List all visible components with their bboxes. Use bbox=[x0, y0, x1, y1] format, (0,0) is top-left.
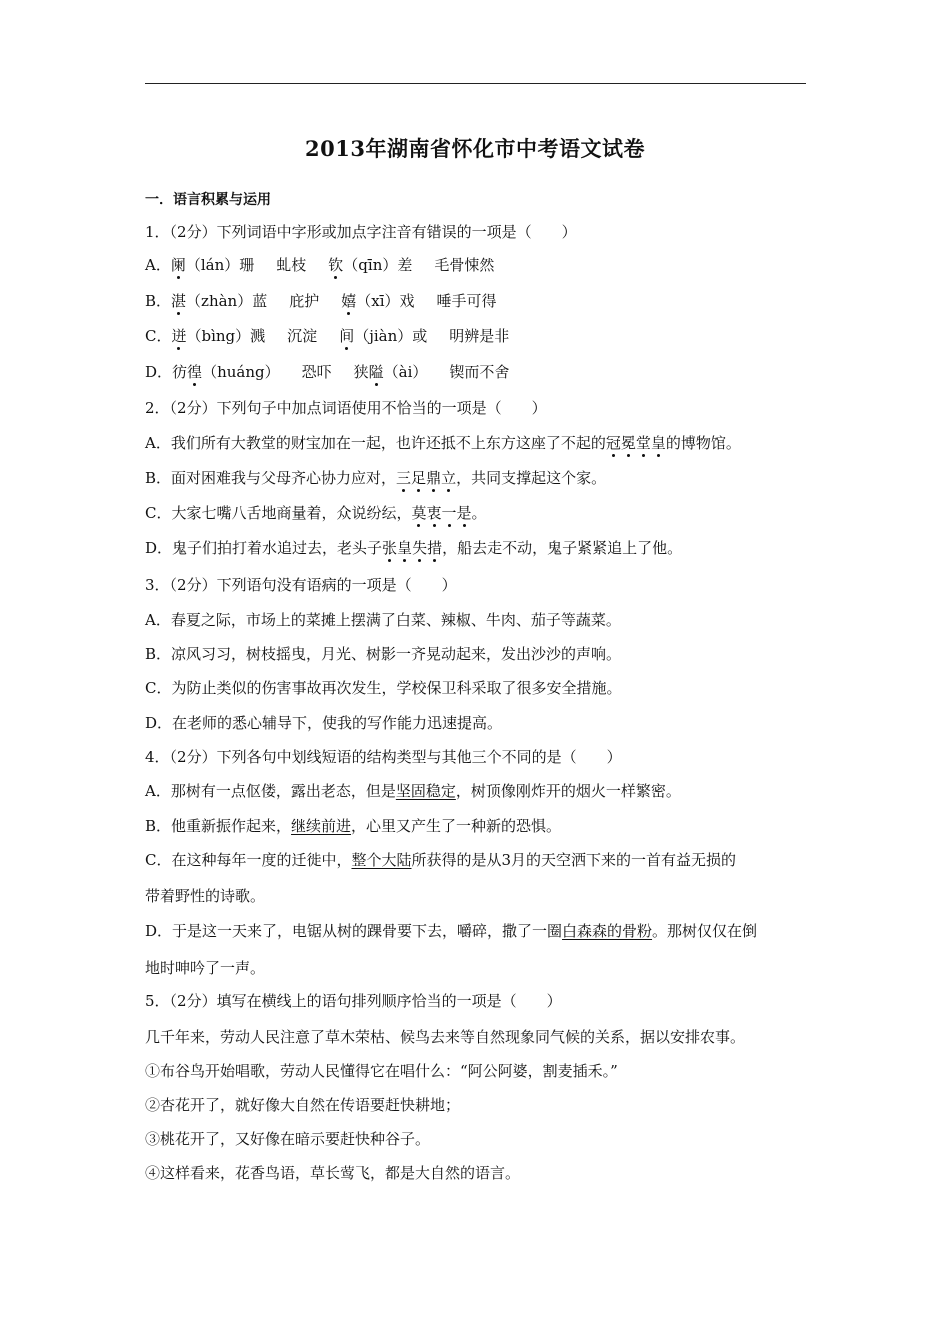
word: 恐吓 bbox=[301, 363, 332, 381]
sentence-text: C．大家七嘴八舌地商量着，众说纷纭， bbox=[145, 504, 412, 522]
dotted-char: 冠 bbox=[605, 434, 621, 452]
q2-option-c[interactable] bbox=[145, 502, 815, 524]
sentence-text: 。那树仅仅在倒 bbox=[652, 922, 758, 940]
dotted-char: 立 bbox=[441, 469, 457, 487]
sentence-text: B．面对困难我与父母齐心协力应对， bbox=[145, 469, 397, 487]
pinyin: （huáng） bbox=[202, 363, 280, 381]
word: 唾手可得 bbox=[436, 292, 497, 310]
word: 庇护 bbox=[289, 292, 320, 310]
pinyin: （xī）戏 bbox=[356, 292, 415, 310]
q1-option-a[interactable] bbox=[145, 254, 815, 276]
sentence-text: 的博物馆。 bbox=[665, 434, 741, 452]
sentence-text: C．在这种每年一度的迁徙中， bbox=[145, 851, 352, 869]
q2-option-d[interactable] bbox=[145, 537, 815, 559]
q5-intro: 几千年来，劳动人民注意了草木荣枯、候鸟去来等自然现象同气候的关系，据以安排农事。 bbox=[145, 1028, 746, 1046]
word: 沉淀 bbox=[287, 327, 318, 345]
pinyin: （zhàn）蓝 bbox=[186, 292, 268, 310]
sentence-text: D．鬼子们拍打着水追过去，老头子 bbox=[145, 539, 383, 557]
word: 锲而不舍 bbox=[449, 363, 510, 381]
dotted-char: 湛 bbox=[171, 292, 187, 310]
dotted-char: 是 bbox=[456, 504, 472, 522]
q2-option-a[interactable] bbox=[145, 432, 815, 454]
dotted-char: 衷 bbox=[426, 504, 442, 522]
page-title: 2013年湖南省怀化市中考语文试卷 bbox=[305, 136, 645, 161]
q3-option-c[interactable]: C．为防止类似的伤害事故再次发生，学校保卫科采取了很多安全措施。 bbox=[145, 679, 622, 697]
dotted-char: 失 bbox=[412, 539, 428, 557]
dotted-char: 隘 bbox=[368, 363, 384, 381]
dotted-char: 间 bbox=[339, 327, 355, 345]
dotted-char: 张 bbox=[382, 539, 398, 557]
underlined-phrase: 继续前进 bbox=[291, 817, 352, 835]
q4-option-c[interactable] bbox=[145, 849, 815, 871]
sentence-text: ，共同支撑起这个家。 bbox=[456, 469, 607, 487]
section-heading: 一．语言积累与运用 bbox=[145, 192, 271, 208]
sentence-text: A．那树有一点伛偻，露出老态，但是 bbox=[145, 782, 396, 800]
q4-option-d[interactable] bbox=[145, 920, 815, 942]
dotted-char: 钦 bbox=[328, 256, 344, 274]
q1-option-c[interactable] bbox=[145, 325, 815, 347]
dotted-char: 鼎 bbox=[426, 469, 442, 487]
q4-option-d-continued: 地时呻吟了一声。 bbox=[145, 959, 266, 977]
q2-option-b[interactable] bbox=[145, 467, 815, 489]
dotted-char: 莫 bbox=[411, 504, 427, 522]
q3-stem: 3．（2分）下列语句没有语病的一项是（ ） bbox=[145, 576, 457, 594]
sentence-text: ，船去走不动，鬼子紧紧追上了他。 bbox=[442, 539, 683, 557]
dotted-char: 阑 bbox=[170, 256, 186, 274]
underlined-phrase: 坚固稳定 bbox=[395, 782, 456, 800]
sentence-text: D．于是这一天来了，电锯从树的踝骨要下去，嚼碎，撒了一圈 bbox=[145, 922, 563, 940]
word: 狭 bbox=[353, 363, 369, 381]
q4-option-a[interactable] bbox=[145, 780, 815, 802]
option-label: C． bbox=[145, 327, 172, 345]
q3-option-a[interactable]: A．春夏之际，市场上的菜摊上摆满了白菜、辣椒、牛肉、茄子等蔬菜。 bbox=[145, 611, 621, 629]
option-label: A． bbox=[145, 256, 171, 274]
option-label: B． bbox=[145, 292, 172, 310]
q2-stem: 2．（2分）下列句子中加点词语使用不恰当的一项是（ ） bbox=[145, 399, 547, 417]
q5-stem: 5．（2分）填写在横线上的语句排列顺序恰当的一项是（ ） bbox=[145, 992, 562, 1010]
word: 虬枝 bbox=[276, 256, 307, 274]
dotted-char: 措 bbox=[427, 539, 443, 557]
pinyin: （qīn）差 bbox=[343, 256, 413, 274]
q3-option-d[interactable]: D．在老师的悉心辅导下，使我的写作能力迅速提高。 bbox=[145, 714, 503, 732]
underlined-phrase: 白森森的骨粉 bbox=[562, 922, 653, 940]
sentence-text: B．他重新振作起来， bbox=[145, 817, 292, 835]
q4-option-c-continued: 带着野性的诗歌。 bbox=[145, 887, 266, 905]
pinyin: （ài） bbox=[383, 363, 428, 381]
header-rule bbox=[145, 83, 806, 84]
pinyin: （jiàn）或 bbox=[354, 327, 428, 345]
pinyin: （bìng）溅 bbox=[186, 327, 266, 345]
dotted-char: 皇 bbox=[650, 434, 666, 452]
q1-stem: 1．（2分）下列词语中字形或加点字注音有错误的一项是（ ） bbox=[145, 223, 577, 241]
q1-option-b[interactable] bbox=[145, 290, 815, 312]
q5-item-2: ②杏花开了，就好像大自然在传语要赶快耕地； bbox=[145, 1096, 461, 1114]
q5-item-3: ③桃花开了，又好像在暗示要赶快种谷子。 bbox=[145, 1130, 431, 1148]
sentence-text: 。 bbox=[471, 504, 487, 522]
word: 毛骨悚然 bbox=[434, 256, 495, 274]
dotted-char: 三 bbox=[396, 469, 412, 487]
dotted-char: 徨 bbox=[187, 363, 203, 381]
sentence-text: ，心里又产生了一种新的恐惧。 bbox=[351, 817, 562, 835]
dotted-char: 足 bbox=[411, 469, 427, 487]
pinyin: （lán）珊 bbox=[185, 256, 255, 274]
dotted-char: 嬉 bbox=[341, 292, 357, 310]
option-label: D． bbox=[145, 363, 173, 381]
q4-option-b[interactable] bbox=[145, 815, 815, 837]
q5-item-1: ①布谷鸟开始唱歌，劳动人民懂得它在唱什么：“阿公阿婆，割麦插禾。” bbox=[145, 1062, 618, 1080]
q5-item-4: ④这样看来，花香鸟语，草长莺飞，都是大自然的语言。 bbox=[145, 1164, 521, 1182]
sentence-text: 所获得的是从3月的天空洒下来的一首有益无损的 bbox=[411, 851, 737, 869]
underlined-phrase: 整个大陆 bbox=[351, 851, 412, 869]
sentence-text: A．我们所有大教堂的财宝加在一起，也许还抵不上东方这座了不起的 bbox=[145, 434, 606, 452]
dotted-char: 一 bbox=[441, 504, 457, 522]
dotted-char: 皇 bbox=[397, 539, 413, 557]
dotted-char: 迸 bbox=[171, 327, 187, 345]
q4-stem: 4．（2分）下列各句中划线短语的结构类型与其他三个不同的是（ ） bbox=[145, 748, 622, 766]
q3-option-b[interactable]: B．凉风习习，树枝摇曳，月光、树影一齐晃动起来，发出沙沙的声响。 bbox=[145, 645, 622, 663]
word: 明辨是非 bbox=[449, 327, 510, 345]
dotted-char: 堂 bbox=[635, 434, 651, 452]
q1-option-d[interactable] bbox=[145, 361, 815, 383]
word: 彷 bbox=[172, 363, 188, 381]
dotted-char: 冕 bbox=[620, 434, 636, 452]
sentence-text: ，树顶像刚炸开的烟火一样繁密。 bbox=[455, 782, 681, 800]
